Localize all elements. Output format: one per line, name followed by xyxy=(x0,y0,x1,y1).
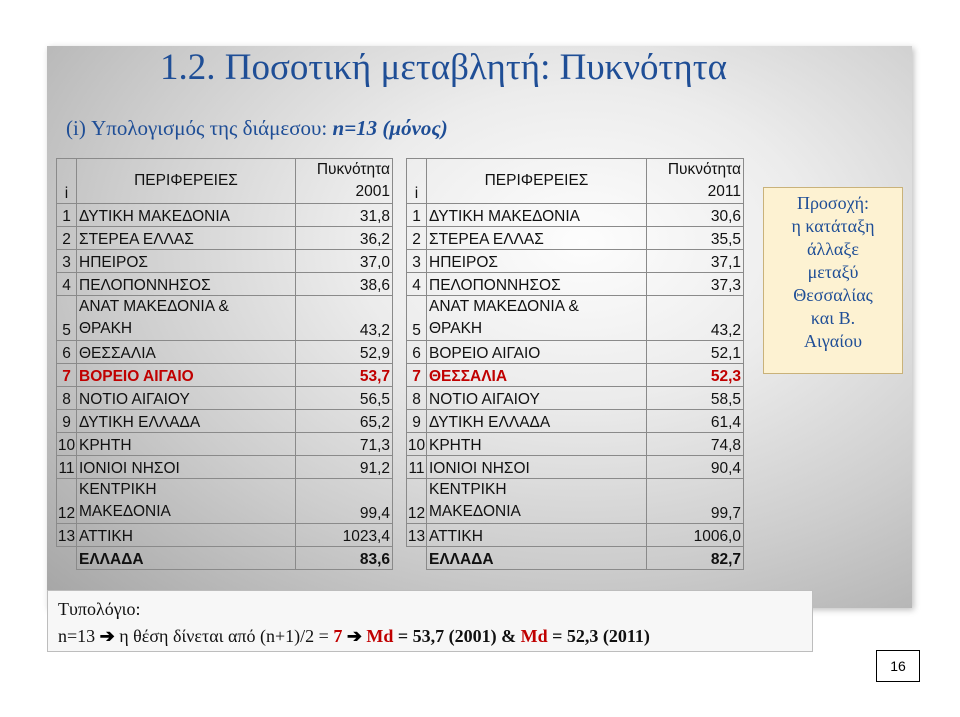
row-region: ΔΥΤΙΚΗ ΜΑΚΕΔΟΝΙΑ xyxy=(427,204,647,227)
header-value xyxy=(647,159,744,204)
formula-position-value: 7 xyxy=(333,626,343,646)
row-index: 3 xyxy=(57,250,77,273)
subtitle-emph: n=13 (μόνος) xyxy=(332,116,448,140)
row-value: 1006,0 xyxy=(647,524,744,547)
subtitle-prefix: (i) Υπολογισμός της διάμεσου: xyxy=(66,116,333,140)
total-value: 83,6 xyxy=(296,547,393,570)
formula-box xyxy=(47,590,813,652)
row-index: 11 xyxy=(57,456,77,479)
row-value: 38,6 xyxy=(296,273,393,296)
note-line: η κατάταξη xyxy=(791,216,875,236)
row-region-l1: ΚΕΝΤΡΙΚΗ xyxy=(79,481,157,498)
arrow-right-icon: ➔ xyxy=(99,626,115,646)
median-value-2011: = 52,3 xyxy=(547,626,599,646)
table-row xyxy=(407,250,744,273)
table-row xyxy=(57,273,393,296)
median-value-2001: = 53,7 xyxy=(393,626,445,646)
total-value: 82,7 xyxy=(647,547,744,570)
table-row xyxy=(407,456,744,479)
row-region: ΚΡΗΤΗ xyxy=(427,433,647,456)
table-row xyxy=(407,227,744,250)
row-value: 31,8 xyxy=(296,204,393,227)
row-region: ΣΤΕΡΕΑ ΕΛΛΑΣ xyxy=(77,227,296,250)
row-region: ΝΟΤΙΟ ΑΙΓΑΙΟΥ xyxy=(427,387,647,410)
row-region: ΗΠΕΙΡΟΣ xyxy=(77,250,296,273)
median-label-2001: Md xyxy=(366,626,394,646)
row-region: ΑΤΤΙΚΗ xyxy=(427,524,647,547)
row-value: 52,9 xyxy=(296,341,393,364)
row-value: 61,4 xyxy=(647,410,744,433)
row-index: 7 xyxy=(57,364,77,387)
row-index: 5 xyxy=(57,296,77,341)
row-region-l1: ΑΝΑΤ ΜΑΚΕΔΟΝΙΑ & xyxy=(79,298,229,315)
row-value: 99,4 xyxy=(296,479,393,524)
header-i: i xyxy=(57,159,77,204)
table-row xyxy=(57,456,393,479)
row-index: 10 xyxy=(57,433,77,456)
note-line: άλλαξε xyxy=(807,239,859,259)
ranking-note xyxy=(763,187,903,374)
row-index: 4 xyxy=(57,273,77,296)
row-index: 11 xyxy=(407,456,427,479)
row-index: 6 xyxy=(57,341,77,364)
header-value-l2: 2001 xyxy=(355,183,390,200)
table-row xyxy=(57,296,393,341)
row-value: 56,5 xyxy=(296,387,393,410)
row-index: 5 xyxy=(407,296,427,341)
row-index: 13 xyxy=(57,524,77,547)
table-row xyxy=(57,524,393,547)
table-row xyxy=(57,410,393,433)
row-region: ΙΟΝΙΟΙ ΝΗΣΟΙ xyxy=(427,456,647,479)
note-line: Αιγαίου xyxy=(804,331,862,351)
table-density-2011 xyxy=(406,158,744,570)
row-index: 7 xyxy=(407,364,427,387)
row-region: ΔΥΤΙΚΗ ΕΛΛΑΔΑ xyxy=(427,410,647,433)
table-row xyxy=(407,273,744,296)
table-density-2001 xyxy=(56,158,393,570)
row-value: 1023,4 xyxy=(296,524,393,547)
slide-subtitle xyxy=(66,116,448,141)
formula-position-text: η θέση δίνεται από (n+1)/2 = xyxy=(114,626,334,646)
row-value: 91,2 xyxy=(296,456,393,479)
row-index: 12 xyxy=(407,479,427,524)
note-line: Προσοχή: xyxy=(796,193,870,213)
row-region xyxy=(77,296,296,341)
row-value: 90,4 xyxy=(647,456,744,479)
row-index: 8 xyxy=(57,387,77,410)
table-row xyxy=(57,250,393,273)
table-row xyxy=(57,227,393,250)
row-value: 36,2 xyxy=(296,227,393,250)
total-row xyxy=(407,547,744,570)
row-value: 53,7 xyxy=(296,364,393,387)
table-row xyxy=(407,296,744,341)
row-value: 71,3 xyxy=(296,433,393,456)
slide-title: 1.2. Ποσοτική μεταβλητή: Πυκνότητα xyxy=(160,47,728,88)
row-region: ΒΟΡΕΙΟ ΑΙΓΑΙΟ xyxy=(77,364,296,387)
row-value: 37,1 xyxy=(647,250,744,273)
total-row xyxy=(57,547,393,570)
table-row xyxy=(407,387,744,410)
formula-line xyxy=(58,623,802,649)
row-index: 6 xyxy=(407,341,427,364)
page-number: 16 xyxy=(876,650,920,682)
row-value: 99,7 xyxy=(647,479,744,524)
row-region-l2: ΘΡΑΚΗ xyxy=(429,320,483,337)
arrow-right-icon: ➔ xyxy=(346,626,362,646)
table-row xyxy=(57,341,393,364)
table-header xyxy=(407,159,744,204)
row-region: ΝΟΤΙΟ ΑΙΓΑΙΟΥ xyxy=(77,387,296,410)
row-region: ΔΥΤΙΚΗ ΜΑΚΕΔΟΝΙΑ xyxy=(77,204,296,227)
row-value: 30,6 xyxy=(647,204,744,227)
median-year-2001: (2001) & xyxy=(444,626,521,646)
table-row xyxy=(407,364,744,387)
formula-n: n=13 xyxy=(58,626,96,646)
row-region: ΠΕΛΟΠΟΝΝΗΣΟΣ xyxy=(77,273,296,296)
row-region: ΑΤΤΙΚΗ xyxy=(77,524,296,547)
row-index: 3 xyxy=(407,250,427,273)
row-region: ΣΤΕΡΕΑ ΕΛΛΑΣ xyxy=(427,227,647,250)
row-value: 65,2 xyxy=(296,410,393,433)
row-region-l2: ΘΡΑΚΗ xyxy=(79,320,133,337)
row-index: 4 xyxy=(407,273,427,296)
row-value: 35,5 xyxy=(647,227,744,250)
table-row xyxy=(407,204,744,227)
row-region-l1: ΑΝΑΤ ΜΑΚΕΔΟΝΙΑ & xyxy=(429,298,579,315)
row-region: ΘΕΣΣΑΛΙΑ xyxy=(77,341,296,364)
row-value: 74,8 xyxy=(647,433,744,456)
median-year-2011: (2011) xyxy=(598,626,650,646)
header-value-l1: Πυκνότητα xyxy=(667,161,741,178)
table-row xyxy=(57,364,393,387)
header-value-l2: 2011 xyxy=(707,183,741,200)
row-region xyxy=(77,479,296,524)
row-index: 9 xyxy=(57,410,77,433)
table-row xyxy=(407,524,744,547)
row-region-l2: ΜΑΚΕΔΟΝΙΑ xyxy=(79,503,171,520)
row-value: 52,1 xyxy=(647,341,744,364)
row-value: 43,2 xyxy=(647,296,744,341)
row-index: 9 xyxy=(407,410,427,433)
row-value: 37,3 xyxy=(647,273,744,296)
table-row xyxy=(407,433,744,456)
left-margin xyxy=(0,0,47,717)
header-value-l1: Πυκνότητα xyxy=(316,161,390,178)
row-value: 58,5 xyxy=(647,387,744,410)
table-header xyxy=(57,159,393,204)
row-region-l2: ΜΑΚΕΔΟΝΙΑ xyxy=(429,503,521,520)
table-row xyxy=(407,341,744,364)
row-region: ΘΕΣΣΑΛΙΑ xyxy=(427,364,647,387)
row-index: 10 xyxy=(407,433,427,456)
row-index: 8 xyxy=(407,387,427,410)
header-value xyxy=(296,159,393,204)
row-region: ΒΟΡΕΙΟ ΑΙΓΑΙΟ xyxy=(427,341,647,364)
header-region: ΠΕΡΙΦΕΡΕΙΕΣ xyxy=(427,159,647,204)
table-row xyxy=(57,433,393,456)
row-region xyxy=(427,479,647,524)
header-i: i xyxy=(407,159,427,204)
row-index: 2 xyxy=(407,227,427,250)
total-region: ΕΛΛΑΔΑ xyxy=(77,547,296,570)
row-region: ΔΥΤΙΚΗ ΕΛΛΑΔΑ xyxy=(77,410,296,433)
row-index: 13 xyxy=(407,524,427,547)
table-row xyxy=(57,204,393,227)
row-index: 2 xyxy=(57,227,77,250)
table-row xyxy=(57,387,393,410)
note-line: Θεσσαλίας xyxy=(793,285,873,305)
row-region-l1: ΚΕΝΤΡΙΚΗ xyxy=(429,481,507,498)
row-region: ΙΟΝΙΟΙ ΝΗΣΟΙ xyxy=(77,456,296,479)
total-blank xyxy=(407,547,427,570)
row-region: ΗΠΕΙΡΟΣ xyxy=(427,250,647,273)
median-label-2011: Md xyxy=(520,626,548,646)
table-row xyxy=(407,410,744,433)
note-line: και Β. xyxy=(810,308,856,328)
total-region: ΕΛΛΑΔΑ xyxy=(427,547,647,570)
total-blank xyxy=(57,547,77,570)
row-region: ΚΡΗΤΗ xyxy=(77,433,296,456)
table-row xyxy=(407,479,744,524)
row-region xyxy=(427,296,647,341)
row-region: ΠΕΛΟΠΟΝΝΗΣΟΣ xyxy=(427,273,647,296)
row-value: 43,2 xyxy=(296,296,393,341)
row-index: 1 xyxy=(57,204,77,227)
table-row xyxy=(57,479,393,524)
formula-label: Τυπολόγιο: xyxy=(58,599,141,619)
header-region: ΠΕΡΙΦΕΡΕΙΕΣ xyxy=(77,159,296,204)
row-value: 52,3 xyxy=(647,364,744,387)
row-index: 12 xyxy=(57,479,77,524)
row-value: 37,0 xyxy=(296,250,393,273)
row-index: 1 xyxy=(407,204,427,227)
note-line: μεταξύ xyxy=(807,262,859,282)
